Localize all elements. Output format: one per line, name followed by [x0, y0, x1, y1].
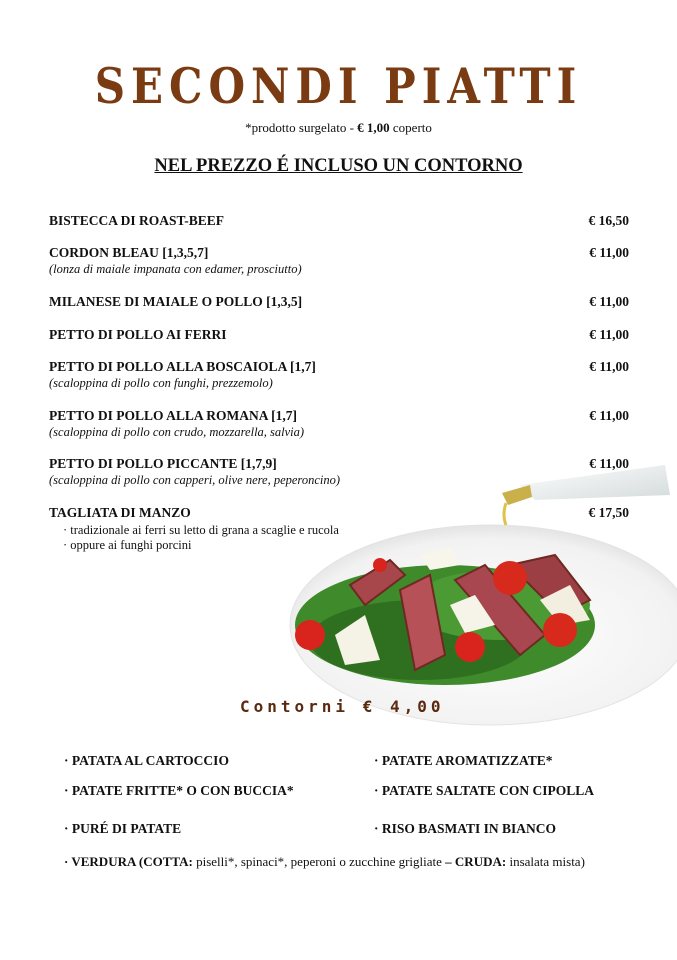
side-verdura	[64, 854, 585, 870]
frozen-note: *prodotto surgelato -	[245, 120, 358, 135]
side-item: · RISO BASMATI IN BIANCO	[374, 821, 556, 837]
dish-name: TAGLIATA DI MANZO	[49, 505, 191, 520]
side-item: · PURÉ DI PATATE	[64, 821, 181, 837]
dish-price: € 11,00	[589, 359, 629, 374]
dish-price: € 16,50	[588, 213, 629, 228]
dish-petto-boscaiola	[49, 359, 629, 391]
coperto-price: € 1,00	[357, 120, 390, 135]
dish-price: € 17,50	[588, 505, 629, 520]
dish-option: · tradizionale ai ferri su letto di grana a scaglie e rucola	[63, 523, 629, 538]
side-item: · PATATE AROMATIZZATE*	[374, 753, 553, 769]
coperto-label: coperto	[389, 120, 432, 135]
dish-petto-ferri	[49, 327, 629, 343]
dish-name: PETTO DI POLLO PICCANTE [1,7,9]	[49, 456, 277, 471]
dish-petto-piccante	[49, 456, 629, 488]
dish-name: PETTO DI POLLO ALLA ROMANA [1,7]	[49, 408, 298, 423]
dish-price: € 11,00	[589, 245, 629, 260]
dish-price: € 11,00	[589, 456, 629, 471]
dish-option: · oppure ai funghi porcini	[63, 538, 629, 553]
dish-milanese	[49, 294, 629, 310]
dish-price: € 11,00	[589, 327, 629, 342]
dish-price: € 11,00	[589, 408, 629, 423]
dish-options	[63, 523, 629, 553]
side-item: · PATATA AL CARTOCCIO	[64, 753, 229, 769]
dish-desc: (lonza di maiale impanata con edamer, prosciutto)	[49, 262, 302, 276]
dish-price: € 11,00	[589, 294, 629, 309]
dish-name: BISTECCA DI ROAST-BEEF	[49, 213, 225, 228]
subtitle	[0, 120, 677, 136]
dish-name: PETTO DI POLLO ALLA BOSCAIOLA [1,7]	[49, 359, 316, 374]
contorni-title: Contorni € 4,00	[240, 697, 445, 716]
dish-name: PETTO DI POLLO AI FERRI	[49, 327, 227, 342]
dish-roast-beef	[49, 213, 629, 229]
verdura-label: VERDURA (COTTA:	[71, 854, 193, 869]
dish-name: CORDON BLEAU [1,3,5,7]	[49, 245, 209, 260]
dish-desc: (scaloppina di pollo con crudo, mozzarella, salvia)	[49, 425, 305, 439]
included-note: NEL PREZZO É INCLUSO UN CONTORNO	[154, 156, 523, 176]
side-item: · PATATE SALTATE CON CIPOLLA	[374, 783, 594, 799]
dish-desc: (scaloppina di pollo con funghi, prezzemolo)	[49, 376, 273, 390]
dish-cordon-bleau	[49, 245, 629, 277]
page-title: SECONDI PIATTI	[94, 58, 583, 115]
verdura-cruda-label: – CRUDA:	[445, 854, 507, 869]
dish-name: MILANESE DI MAIALE O POLLO [1,3,5]	[49, 294, 303, 309]
dish-desc: (scaloppina di pollo con capperi, olive nere, peperoncino)	[49, 473, 341, 487]
tagliata-salad-photo	[270, 455, 677, 735]
dish-petto-romana	[49, 408, 629, 440]
verdura-cruda: insalata mista)	[506, 854, 585, 869]
side-item: · PATATE FRITTE* O CON BUCCIA*	[64, 783, 294, 799]
dish-tagliata	[49, 505, 629, 553]
verdura-cotta: piselli*, spinaci*, peperoni o zucchine grigliate	[192, 854, 446, 869]
